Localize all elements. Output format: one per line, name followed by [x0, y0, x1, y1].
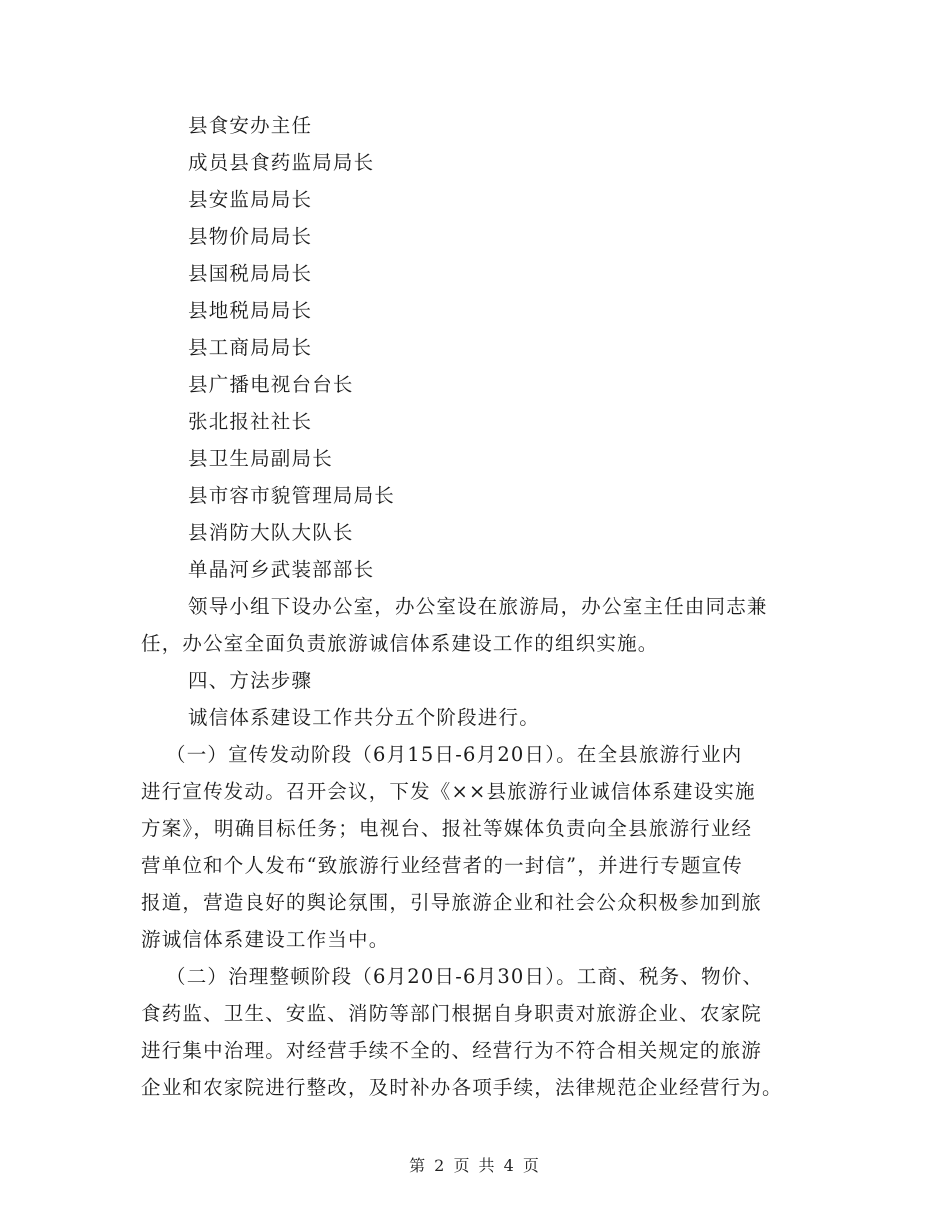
paragraph-line: 营单位和个人发布“致旅游行业经营者的一封信”，并进行专题宣传: [141, 854, 743, 877]
paragraph-line: 进行宣传发动。召开会议，下发《××县旅游行业诚信体系建设实施: [141, 780, 756, 803]
member-line: 县广播电视台台长: [188, 373, 354, 396]
paragraph-line: 任，办公室全面负责旅游诚信体系建设工作的组织实施。: [141, 632, 659, 655]
paragraph-line: 领导小组下设办公室，办公室设在旅游局，办公室主任由同志兼: [188, 595, 768, 618]
paragraph-line: 进行集中治理。对经营手续不全的、经营行为不符合相关规定的旅游: [141, 1039, 763, 1062]
paragraph-line: 诚信体系建设工作共分五个阶段进行。: [188, 706, 540, 729]
paragraph-line: 方案》，明确目标任务；电视台、报社等媒体负责向全县旅游行业经: [141, 817, 753, 840]
member-line: 县安监局局长: [188, 188, 313, 211]
paragraph-line: 报道，营造良好的舆论氛围，引导旅游企业和社会公众积极参加到旅: [141, 891, 763, 914]
member-line: 县食安办主任: [188, 114, 313, 137]
paragraph-line: （一）宣传发动阶段（6月15日-6月20日）。在全县旅游行业内: [166, 743, 743, 766]
member-line: 张北报社社长: [188, 410, 313, 433]
member-line: 县地税局局长: [188, 299, 313, 322]
member-line: 县物价局局长: [188, 225, 313, 248]
member-line: 县工商局局长: [188, 336, 313, 359]
paragraph-line: 游诚信体系建设工作当中。: [141, 928, 390, 951]
paragraph-line: 企业和农家院进行整改，及时补办各项手续，法律规范企业经营行为。: [141, 1076, 783, 1099]
member-line: 单晶河乡武装部部长: [188, 558, 375, 581]
member-line: 县国税局局长: [188, 262, 313, 285]
member-line: 县卫生局副局长: [188, 447, 333, 470]
member-line: 县市容市貌管理局局长: [188, 484, 396, 507]
member-line: 成员县食药监局局长: [188, 151, 375, 174]
member-line: 县消防大队大队长: [188, 521, 354, 544]
section-heading: 四、方法步骤: [188, 669, 313, 692]
page-number-footer: 第 2 页 共 4 页: [409, 1156, 541, 1175]
paragraph-line: 食药监、卫生、安监、消防等部门根据自身职责对旅游企业、农家院: [141, 1002, 763, 1025]
paragraph-line: （二）治理整顿阶段（6月20日-6月30日）。工商、税务、物价、: [166, 965, 764, 988]
